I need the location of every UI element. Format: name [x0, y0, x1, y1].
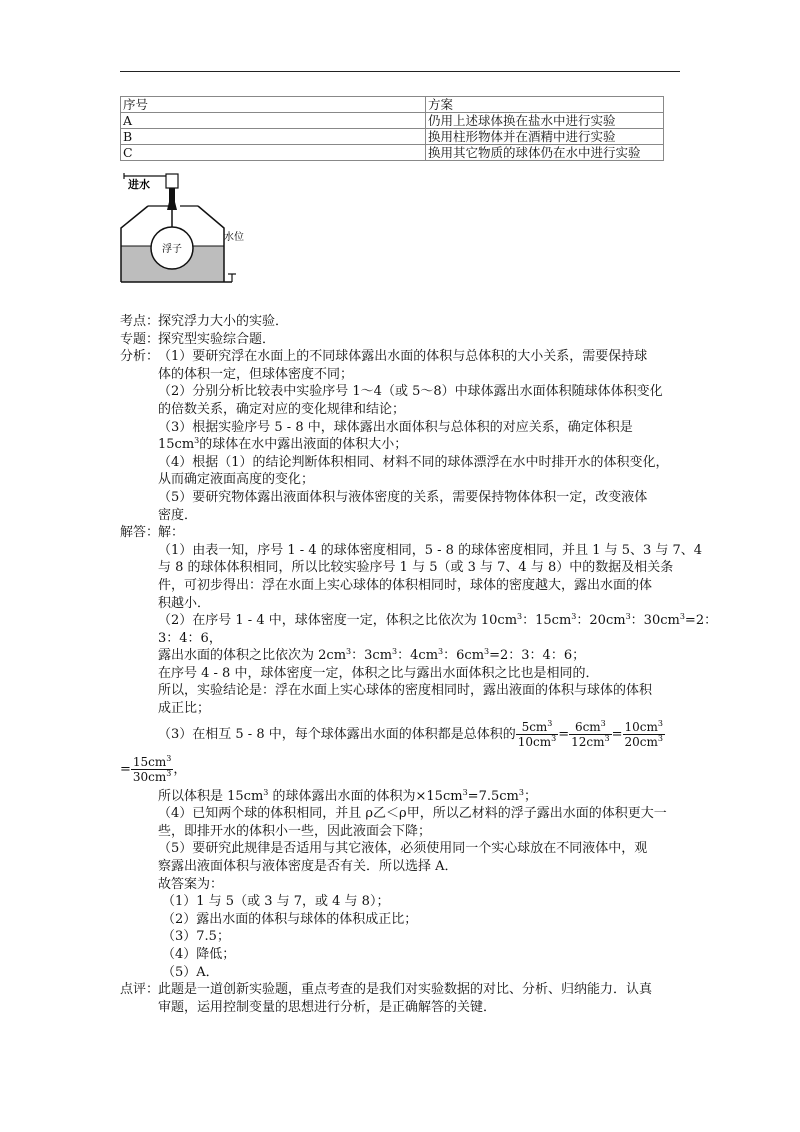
text-fragment: ， [173, 761, 187, 777]
table-row [121, 145, 664, 161]
float-label: 浮子 [162, 244, 182, 255]
text-line: 的倍数关系，确定对应的变化规律和结论； [158, 401, 406, 417]
valve-plug [167, 202, 177, 210]
text-fragment: 20cm [624, 735, 658, 750]
text-fragment: =2： [684, 613, 718, 629]
text-line: （1）要研究浮在水面上的不同球体露出水面的体积与总体积的大小关系，需要保持球 [158, 349, 648, 365]
text-line: （1）由表一知，序号 1 - 4 的球体密度相同，5 - 8 的球体密度相同，并且 1 与 5、3 与 7、4 [158, 542, 703, 558]
superscript: 3 [166, 769, 172, 779]
fraction [569, 720, 611, 749]
superscript: 3 [625, 612, 631, 622]
table-cell: B [121, 129, 426, 145]
fenxi-label: 分析： [120, 349, 160, 365]
text-line: 积越小． [158, 595, 211, 611]
zhuanti-section [120, 331, 690, 349]
text-line: （4）根据（1）的结论判断体积相同、材料不同的球体漂浮在水中时排开水的体积变化， [158, 454, 669, 470]
kaodian-label: 考点： [120, 314, 160, 329]
top-rule [120, 71, 680, 72]
fenxi-section [120, 348, 690, 524]
fraction [131, 755, 173, 784]
dianping-section [120, 981, 690, 1016]
fraction-numerator [569, 720, 611, 735]
dianping-label: 点评： [120, 982, 160, 998]
table-row [121, 113, 664, 129]
answer-item: （5）A． [162, 964, 219, 980]
text-line [158, 788, 690, 806]
valve-stem [169, 188, 175, 202]
text-fragment: ； [523, 788, 537, 804]
text-fragment: 的球体在水中露出液面的体积大小； [199, 437, 408, 453]
superscript: 3 [604, 734, 610, 744]
text-fragment: 的球体露出水面的体积为×15cm [268, 788, 463, 804]
fraction [623, 720, 665, 749]
superscript: 3 [438, 647, 444, 657]
fraction-numerator [131, 755, 173, 770]
superscript: 3 [571, 612, 577, 622]
float-valve-diagram [120, 170, 250, 290]
text-line: （4）已知两个球的体积相同，并且 ρ乙＜ρ甲，所以乙材料的浮子露出水面的体积更大一 [158, 806, 667, 822]
text-fragment: 5cm [521, 720, 548, 735]
answer-item: （3）7.5； [162, 929, 230, 945]
text-line: 审题，运用控制变量的思想进行分析，是正确解答的关键． [158, 999, 497, 1015]
answer-item: （4）降低； [162, 947, 236, 962]
plan-table [120, 96, 664, 161]
answer-title: 故答案为： [158, 876, 224, 892]
table-row [121, 129, 664, 145]
text-line: 件，可初步得出：浮在水面上实心球体的体积相同时，球体的密度越大，露出水面的体 [158, 577, 653, 593]
text-fragment: =7.5cm [467, 788, 519, 804]
superscript: 3 [600, 719, 606, 729]
answer-item: （2）露出水面的体积与球体的体积成正比； [162, 911, 418, 927]
text-fragment: （3）在相互 5 - 8 中，每个球体露出水面的体积都是总体积的 [158, 726, 516, 742]
text-line: 在序号 4 - 8 中，球体密度一定，体积之比与露出水面体积之比也是相同的． [158, 665, 599, 681]
text-line: 些，即排开水的体积小一些，因此液面会下降； [158, 823, 432, 839]
superscript: 3 [517, 612, 523, 622]
fraction-denominator [623, 735, 665, 749]
zhuanti-text: 探究型实验综合题． [158, 331, 276, 347]
volume-value: 15cm [535, 613, 572, 629]
volume-value: 3cm [364, 648, 393, 664]
text-line: 成正比； [158, 701, 211, 717]
table-header-row [121, 97, 664, 113]
superscript: 3 [166, 754, 172, 764]
text-line: 从而确定液面高度的变化； [158, 472, 315, 488]
superscript: 3 [194, 436, 200, 446]
table-header-cell: 序号 [121, 97, 426, 113]
table-header-cell: 方案 [426, 97, 664, 113]
solution-body [120, 313, 718, 1016]
superscript: 3 [679, 612, 685, 622]
superscript: 3 [547, 719, 553, 729]
text-line: 体的体积一定，但球体密度不同； [158, 366, 354, 382]
text-fragment: 30cm [132, 770, 167, 785]
inlet-label: 进水 [128, 178, 150, 191]
text-line: 3：4：6， [158, 630, 222, 646]
volume-value: 6cm [456, 648, 485, 664]
volume-value: 4cm [410, 648, 439, 664]
text-fragment: 所以体积是 15cm [158, 788, 264, 804]
kaodian-section [120, 313, 690, 331]
text-line: （5）要研究此规律是否适用与其它液体，必须使用同一个实心球放在不同液体中，观 [158, 841, 648, 857]
fraction [516, 720, 558, 749]
jie-text: 解： [158, 525, 185, 541]
text-line: 密度． [158, 507, 198, 523]
text-line: 此题是一道创新实验题，重点考查的是我们对实验数据的对比、分析、归纳能力．认真 [158, 982, 653, 998]
volume-value: 30cm [643, 613, 680, 629]
text-line: 所以，实验结论是：浮在水面上实心球体的密度相同时，露出液面的体积与球体的体积 [158, 683, 653, 699]
text-fragment: 10cm [624, 720, 658, 735]
text-fragment: 12cm [571, 735, 605, 750]
text-fragment: （2）在序号 1 - 4 中，球体密度一定，体积之比依次为 [158, 613, 481, 629]
water-level-label: 水位 [224, 232, 244, 243]
text-fragment: 10cm [517, 735, 552, 750]
kaodian-text: 探究浮力大小的实验． [158, 314, 289, 329]
fraction-denominator [569, 735, 611, 749]
volume-value: 15cm [158, 437, 195, 453]
text-line: 露出水面的体积之比依次为 $2cm^3$：$3cm^3$：$4cm^3$：$6cm^3=2$：3：4：6； [158, 647, 586, 664]
answer-item: （1）1 与 5（或 3 与 7，或 4 与 8）； [162, 894, 390, 910]
fraction-numerator [623, 720, 665, 735]
fraction-numerator [516, 720, 558, 735]
table-cell: 换用其它物质的球体仍在水中进行实验 [426, 145, 664, 161]
text-line: 与 8 的球体体积相同，所以比较实验序号 1 与 5（或 3 与 7、4 与 8）中的数据及相关条 [158, 560, 674, 576]
text-fragment: 6cm [574, 720, 601, 735]
superscript: 3 [657, 719, 663, 729]
superscript: 3 [484, 647, 490, 657]
jieda-section [120, 524, 718, 981]
text-line: （5）要研究物体露出液面体积与液体密度的关系，需要保持物体体积一定，改变液体 [158, 489, 648, 505]
volume-value: 20cm [589, 613, 626, 629]
superscript: 3 [551, 734, 557, 744]
valve-body [166, 174, 178, 188]
fraction-denominator [131, 770, 173, 784]
text-fragment: 露出水面的体积之比依次为 [158, 648, 319, 664]
superscript: 3 [657, 734, 663, 744]
volume-value: 10cm [480, 613, 518, 629]
text-line: （2）分别分析比较表中实验序号 1～4（或 5～8）中球体露出水面体积随球体体积变化 [158, 384, 663, 400]
table-cell: 换用柱形物体并在酒精中进行实验 [426, 129, 664, 145]
jieda-label: 解答： [120, 525, 160, 541]
zhuanti-label: 专题： [120, 331, 160, 347]
superscript: 3 [392, 647, 398, 657]
text-line [158, 436, 690, 454]
table-cell: A [121, 113, 426, 129]
equals-sign: = [611, 726, 623, 742]
superscript: 3 [518, 787, 524, 797]
text-fragment: =2：3：4：6； [489, 648, 586, 664]
fraction-line [158, 718, 690, 752]
volume-value: 2cm [318, 648, 347, 664]
table-cell: C [121, 145, 426, 161]
fraction-line [120, 752, 690, 788]
equals-sign: = [120, 761, 131, 777]
text-fragment: 15cm [132, 755, 167, 770]
superscript: 3 [462, 787, 468, 797]
superscript: 3 [346, 647, 352, 657]
text-line: （2）在序号 1 - 4 中，球体密度一定，体积之比依次为 $10cm^3$：$15cm^3$：$20cm^3$：$30cm^3=2$： [158, 612, 718, 629]
equals-sign: = [558, 726, 570, 742]
text-line: （3）根据实验序号 5 - 8 中，球体露出水面体积与总体积的对应关系，确定体积是 [158, 419, 633, 435]
fraction-denominator [516, 735, 558, 749]
text-line: 察露出液面体积与液体密度是否有关．所以选择 A． [158, 859, 458, 875]
superscript: 3 [263, 787, 269, 797]
table-cell: 仍用上述球体换在盐水中进行实验 [426, 113, 664, 129]
